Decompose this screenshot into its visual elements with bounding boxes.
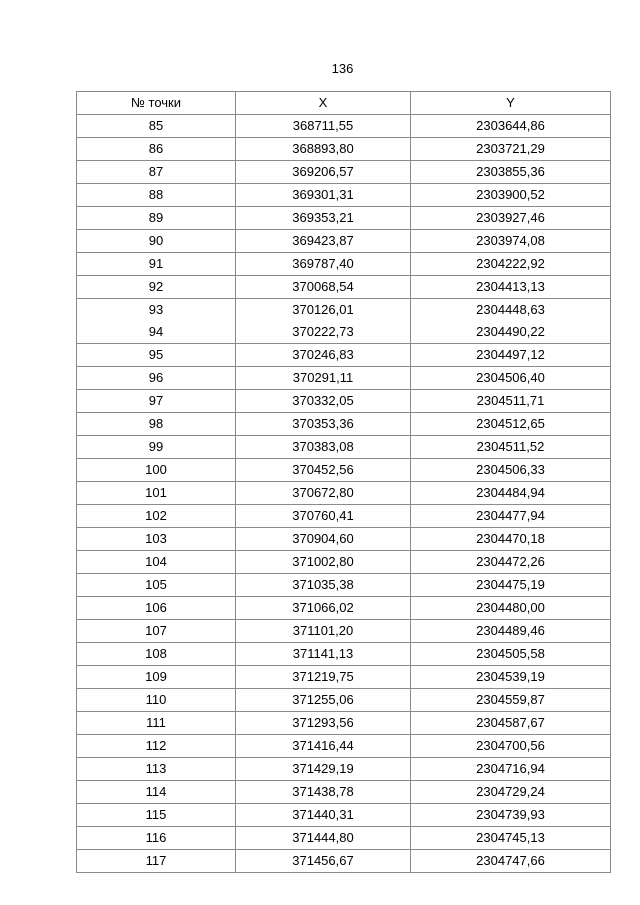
point-number-cell: 104 [77,551,236,574]
table-row [77,390,611,413]
y-cell: 2304739,93 [411,804,611,827]
y-cell: 2304490,22 [411,321,611,344]
table-row [77,758,611,781]
x-cell: 368711,55 [236,115,411,138]
x-cell: 371255,06 [236,689,411,712]
x-cell: 371035,38 [236,574,411,597]
point-number-cell: 115 [77,804,236,827]
y-cell: 2304539,19 [411,666,611,689]
point-number-cell: 99 [77,436,236,459]
point-number-cell: 94 [77,321,236,344]
point-number-cell: 91 [77,253,236,276]
x-cell: 371219,75 [236,666,411,689]
table-row [77,712,611,735]
point-number-cell: 109 [77,666,236,689]
x-cell: 371141,13 [236,643,411,666]
x-cell: 371444,80 [236,827,411,850]
y-cell: 2304484,94 [411,482,611,505]
x-cell: 370246,83 [236,344,411,367]
point-number-cell: 87 [77,161,236,184]
point-number-cell: 93 [77,299,236,322]
y-cell: 2304729,24 [411,781,611,804]
y-cell: 2304497,12 [411,344,611,367]
table-row [77,436,611,459]
y-cell: 2303721,29 [411,138,611,161]
y-cell: 2304700,56 [411,735,611,758]
y-cell: 2304475,19 [411,574,611,597]
x-cell: 371440,31 [236,804,411,827]
x-cell: 371002,80 [236,551,411,574]
y-cell: 2303644,86 [411,115,611,138]
y-cell: 2304587,67 [411,712,611,735]
table-row [77,804,611,827]
x-cell: 371429,19 [236,758,411,781]
table-row [77,574,611,597]
point-number-cell: 96 [77,367,236,390]
x-cell: 370222,73 [236,321,411,344]
table-row [77,643,611,666]
y-cell: 2304505,58 [411,643,611,666]
point-number-cell: 89 [77,207,236,230]
point-number-cell: 88 [77,184,236,207]
y-cell: 2303974,08 [411,230,611,253]
x-cell: 370332,05 [236,390,411,413]
table-row [77,505,611,528]
table-row [77,321,611,344]
table-row [77,850,611,873]
page-number: 136 [331,61,354,76]
table-row [77,367,611,390]
y-cell: 2304222,92 [411,253,611,276]
table-row [77,276,611,299]
column-header-point-number: № точки [77,92,236,115]
table-row [77,620,611,643]
x-cell: 369301,31 [236,184,411,207]
x-cell: 371456,67 [236,850,411,873]
y-cell: 2304413,13 [411,276,611,299]
table-header-row [77,92,611,115]
table-body [77,115,611,873]
x-cell: 371066,02 [236,597,411,620]
column-header-y: Y [411,92,611,115]
y-cell: 2304480,00 [411,597,611,620]
y-cell: 2303900,52 [411,184,611,207]
table-row [77,230,611,253]
point-number-cell: 102 [77,505,236,528]
table-row [77,161,611,184]
table-row [77,689,611,712]
x-cell: 370672,80 [236,482,411,505]
table-row [77,597,611,620]
y-cell: 2304745,13 [411,827,611,850]
table-row [77,528,611,551]
point-number-cell: 113 [77,758,236,781]
point-number-cell: 97 [77,390,236,413]
point-number-cell: 110 [77,689,236,712]
y-cell: 2304512,65 [411,413,611,436]
table-row [77,115,611,138]
y-cell: 2304477,94 [411,505,611,528]
table-row [77,781,611,804]
point-number-cell: 103 [77,528,236,551]
column-header-x: X [236,92,411,115]
point-number-cell: 108 [77,643,236,666]
x-cell: 371293,56 [236,712,411,735]
x-cell: 371438,78 [236,781,411,804]
y-cell: 2304448,63 [411,299,611,322]
y-cell: 2304506,40 [411,367,611,390]
point-number-cell: 114 [77,781,236,804]
x-cell: 370068,54 [236,276,411,299]
table-row [77,184,611,207]
point-number-cell: 92 [77,276,236,299]
table-row [77,413,611,436]
y-cell: 2303927,46 [411,207,611,230]
x-cell: 370291,11 [236,367,411,390]
y-cell: 2304472,26 [411,551,611,574]
table-row [77,207,611,230]
x-cell: 370126,01 [236,299,411,322]
point-number-cell: 105 [77,574,236,597]
point-number-cell: 95 [77,344,236,367]
point-number-cell: 112 [77,735,236,758]
point-number-cell: 106 [77,597,236,620]
table-row [77,344,611,367]
point-number-cell: 98 [77,413,236,436]
table-row [77,459,611,482]
x-cell: 370904,60 [236,528,411,551]
y-cell: 2304506,33 [411,459,611,482]
x-cell: 369206,57 [236,161,411,184]
point-number-cell: 117 [77,850,236,873]
y-cell: 2304489,46 [411,620,611,643]
table-row [77,735,611,758]
y-cell: 2304747,66 [411,850,611,873]
point-number-cell: 90 [77,230,236,253]
y-cell: 2304470,18 [411,528,611,551]
x-cell: 370452,56 [236,459,411,482]
table-row [77,138,611,161]
point-number-cell: 85 [77,115,236,138]
x-cell: 370383,08 [236,436,411,459]
point-number-cell: 107 [77,620,236,643]
table-row [77,253,611,276]
y-cell: 2304511,52 [411,436,611,459]
y-cell: 2303855,36 [411,161,611,184]
table-row [77,299,611,322]
y-cell: 2304716,94 [411,758,611,781]
x-cell: 371101,20 [236,620,411,643]
table-row [77,827,611,850]
x-cell: 368893,80 [236,138,411,161]
table-row [77,551,611,574]
point-number-cell: 100 [77,459,236,482]
x-cell: 369423,87 [236,230,411,253]
point-number-cell: 111 [77,712,236,735]
table-row [77,482,611,505]
point-number-cell: 101 [77,482,236,505]
y-cell: 2304511,71 [411,390,611,413]
table-row [77,666,611,689]
x-cell: 369353,21 [236,207,411,230]
x-cell: 370353,36 [236,413,411,436]
x-cell: 370760,41 [236,505,411,528]
y-cell: 2304559,87 [411,689,611,712]
point-number-cell: 86 [77,138,236,161]
coordinates-table [76,91,611,873]
x-cell: 369787,40 [236,253,411,276]
point-number-cell: 116 [77,827,236,850]
x-cell: 371416,44 [236,735,411,758]
